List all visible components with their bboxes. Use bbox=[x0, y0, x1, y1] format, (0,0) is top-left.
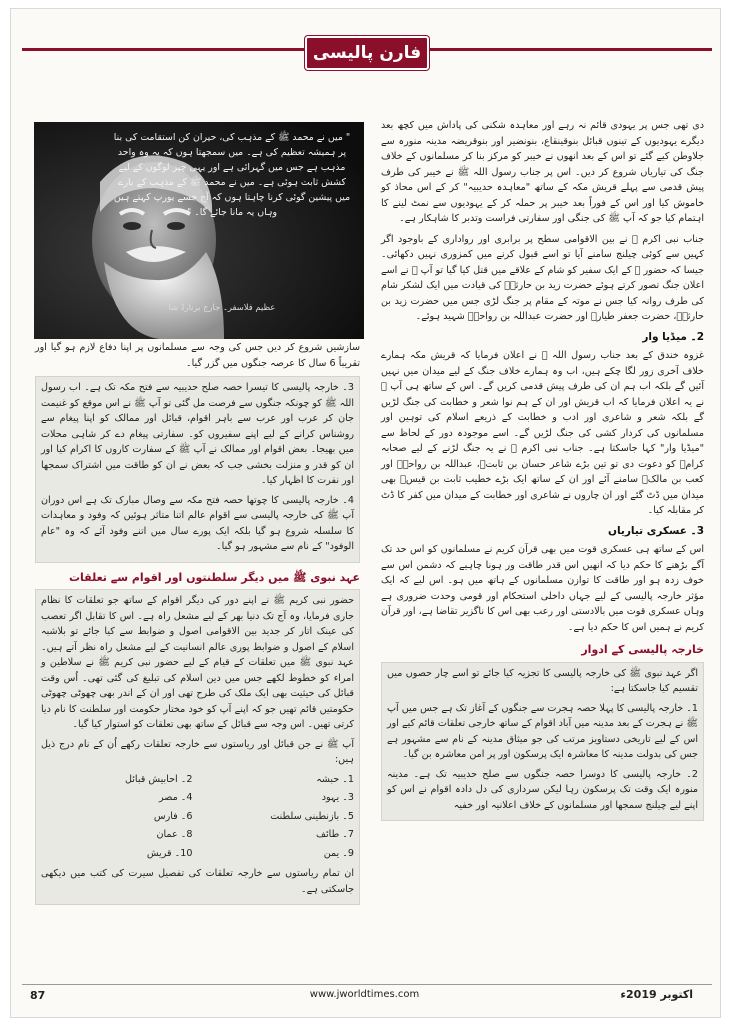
paragraph: 2۔ خارجہ پالیسی کا دوسرا حصہ جنگوں سے صلح حدیبیہ تک ہے۔ مدینہ منورہ ایک وقت تک پرسکون رہا لیکن سرداری کی دل دادہ اقوام نے اس کو اپنے لیے چیلنج سمجھا اور مسلمانوں کے خلاف اعلانیہ اور خفیہ bbox=[387, 768, 698, 811]
paragraph: حضور نبی کریم ﷺ نے اپنے دور کی دیگر اقوام کے ساتھ جو تعلقات کا نظام جاری فرمایا، وہ آج تک دنیا بھر کے لیے مشعل راہ ہے۔ اس کا تقابل اگر تعصب کی عینک اتار کر جدید بین الاقوامی اصول و ضوابط سے کیا جائے تو بلاشبہ اسلام کے اصول و ضوابط پوری عالم انسانیت کے لیے مشعل راہ نظر آتے ہیں۔ عہد نبوی ﷺ میں تعلقات کے قیام کے لیے حضور نبی کریم ﷺ نے سلاطین و امراء کو خطوط لکھے جس میں دین اسلام کی تبلیغ کی گئی تھی۔ اُس وقت قبائل کی حیثیت بھی ایک ملک کی طرح تھی اور ان کے اندر بھی چھوٹی چھوٹی حکومتیں قائم تھیں جو کہ اپنے آپ کو خود مختار حکومت اور سلطنت کا نام دیا کرتی تھیں۔ اس وجہ سے قبائل کے ساتھ بھی تعلقات کو استوار کیا گیا۔ bbox=[41, 595, 354, 730]
section-heading-relations: عہد نبوی ﷺ میں دیگر سلطنتوں اور اقوام سے تعلقات bbox=[68, 570, 360, 584]
list-item: 10۔ قریش bbox=[146, 847, 193, 859]
paragraph: دی تھی جس پر یہودی قائم نہ رہے اور معاہدہ شکنی کی پاداش میں کچھ بعد دیگرے یہودیوں کے تینوں قبائل بنوقینقاع، بنونضیر اور بنوقریضہ مدینہ منورہ سے جلاوطن کیے گئے تو اس کے بعد انھوں نے خیبر کو مرکز بنا کر مسلمانوں کے خلاف جنگ کی تیاریاں شروع کر دیں۔ اس پر جناب رسول اللہ ﷺ نے خیبر کی طرف پیش قدمی سے پہلے قریش مکہ کے ساتھ "معاہدہ حدیبیہ" کر کے اس محاذ کو خاموش کیا اور اس کے فوراً بعد خیبر پر حملہ کر کے یہودیوں سے نمٹ لینے کا اہتمام کیا جو کہ آپ ﷺ کی جنگی اور سفارتی فراست وتدبر کا شاہکار ہے۔ bbox=[381, 120, 704, 224]
paragraph: 1۔ خارجہ پالیسی کا پہلا حصہ ہجرت سے جنگوں کے آغاز تک ہے جس میں آپ ﷺ نے ہجرت کے بعد مدینہ میں آباد اقوام کے ساتھ خارجی تعلقات قائم کیے اور اس کے لیے تاریخی دستاویز مرتب کی جو میثاق مدینہ کے نام سے مشہور ہے جس کی بدولت مدینہ کا معاشرہ ایک پرسکون اور پر امن معاشرہ بن گیا۔ bbox=[387, 702, 698, 760]
quote-photo bbox=[34, 122, 364, 339]
list-item: 5۔ بازنطینی سلطنت bbox=[270, 810, 354, 822]
list-item: 8۔ عمان bbox=[156, 829, 193, 840]
list-item: 3۔ یہود bbox=[321, 792, 354, 803]
paragraph: 3۔ خارجہ پالیسی کا تیسرا حصہ صلح حدیبیہ سے فتح مکہ تک ہے۔ اب رسول اللہ ﷺ کو چونکہ جنگوں سے فرصت مل گئی تو آپ ﷺ نے اس موقع کو غنیمت جان کر عرب اور عرب سے باہر اقوام، قبائل اور ممالک کو اپنا پیغام سے روشناس کرانے کے لیے اپنے سفیروں کو۔ سفارتی پیغام دے کر شاہی محلات میں بھیجا۔ بعض اقوام اور ممالک نے آپ ﷺ کے سفارت کاروں کا اکرام کیا اور ان کو قدر و منزلت بخشی جب کہ بعض نے ان کو طاقت میں اشتراک سمجھا اور نفرت کا اظہار کیا۔ bbox=[41, 382, 354, 486]
issue-date: اکتوبر 2019ء bbox=[620, 988, 693, 1001]
quote-text: " میں نے محمد ﷺ کے مذہب کی، حیران کن استقامت کی بنا پر ہمیشہ تعظیم کی ہے۔ میں سمجھتا ہوں کہ یہ وہ واحد مذہب ہے جس میں گہرائی ہے اور یہی چیز لوگوں کے لیے کشش ثابت ہوئی ہے۔ میں نے محمد ﷺ کے مذہب کے بارے میں پیشین گوئی کرنا چاہتا ہوں کہ آج جسے یورپ کہتے ہیں وہاں یہ مانا جائے گا۔ " bbox=[113, 132, 351, 218]
list-item: 7۔ طائف bbox=[316, 829, 354, 840]
quote-attribution: عظیم فلاسفر۔ جارج برنارڈ شا bbox=[168, 302, 276, 312]
paragraph: ان تمام ریاستوں سے خارجہ تعلقات کی تفصیل سیرت کی کتب میں دیکھی جاسکتی ہے۔ bbox=[41, 868, 354, 895]
paragraph: جناب نبی اکرم ﷺ نے بین الاقوامی سطح پر برابری اور رواداری کے باوجود اگر کہیں سے کوئی چیلنج سامنے آیا تو اسے قبول کرنے میں کمزوری نہیں دکھائی۔ جیسا کہ حضور ﷺ کے ایک سفیر کو شام کے علاقے میں قتل کیا گیا تو آپ ﷺ نے اسے اعلان جنگ تصور کرتے ہوئے حضرت زید بن حارثہؓ کی قیادت میں ایک لشکر شام کی طرف روانہ کیا جس نے موتہ کے مقام پر جنگ لڑی جس میں حضرت زید بن حارثہؓ، حضرت جعفر طیارؓ اور حضرت عبداللہ بن رواحہؓ شہید ہوئے۔ bbox=[381, 233, 704, 322]
relations-list bbox=[41, 772, 354, 862]
paragraph: 4۔ خارجہ پالیسی کا چوتھا حصہ فتح مکہ سے وصال مبارک تک ہے اس دوران آپ ﷺ کی خارجہ پالیسی سے اقوام عالم اتنا متاثر ہوئیں کہ وفود و معاہدات کا سلسلہ شروع ہو گیا بلکہ ایک پورے سال میں اتنے وفود آئے کہ وہ "عام الوفود" کے نام سے مشہور ہو گیا۔ bbox=[41, 494, 354, 552]
footer-rule bbox=[22, 984, 712, 985]
list-item: 2۔ احابیش قبائل bbox=[125, 773, 193, 785]
highlight-box bbox=[381, 662, 704, 822]
subheading-military: 3۔ عسکری تیاریاں bbox=[608, 524, 704, 537]
left-column bbox=[35, 340, 360, 905]
right-column bbox=[381, 118, 704, 821]
list-item: 6۔ فارس bbox=[153, 810, 193, 822]
highlight-box bbox=[35, 589, 360, 905]
paragraph: سازشیں شروع کر دیں جس کی وجہ سے مسلمانوں پر اپنا دفاع لازم ہو گیا اور تقریباً 6 سال کا عرصہ جنگوں میں گزر گیا۔ bbox=[35, 342, 360, 369]
website-link[interactable]: www.jworldtimes.com bbox=[309, 989, 420, 1000]
list-item: 1۔ حبشہ bbox=[316, 773, 354, 785]
list-item: 9۔ یمن bbox=[323, 847, 354, 859]
highlight-box bbox=[35, 376, 360, 563]
subheading-media-war: 2۔ میڈیا وار bbox=[642, 330, 704, 343]
list-item: 4۔ مصر bbox=[158, 792, 193, 803]
section-heading-policy-eras: خارجہ پالیسی کے ادوار bbox=[581, 643, 704, 656]
paragraph: آپ ﷺ نے جن قبائل اور ریاستوں سے خارجہ تعلقات رکھے اُن کے نام درج ذیل ہیں: bbox=[41, 738, 354, 765]
paragraph: غزوہ خندق کے بعد جناب رسول اللہ ﷺ نے اعلان فرمایا کہ قریش مکہ ہمارے خلاف آخری زور لگا چکے ہیں، اب وہ ہمارے خلاف جنگ کے لیے میدان میں نہیں آئیں گے بلکہ اب ہم ان کی طرف پیش قدمی کریں گے۔ اس کے ساتھ ہی آپ ﷺ نے یہ اعلان فرمایا کہ اب قریش اور ان کے ہم نوا شعر و خطابت کی جنگ لڑیں گے بلکہ شعر و شاعری اور ادب و خطابت کے ذریعے اسلام کی توہین اور مسلمانوں کی کردار کشی کی جنگ لڑیں گے۔ اسے موجودہ دور کے لحاظ سے "میڈیا وار" کہا جاسکتا ہے۔ جناب نبی اکرم ﷺ نے یہ جنگ لڑنے کے لیے صحابہ کرامؓ کو دعوت دی تو تین بڑے شاعر حسان بن ثابتؓ، عبداللہ بن رواحہؓ اور کعب بن مالکؓ سامنے آئے اور ان کے ساتھ ایک بڑے خطیب ثابت بن قیسؓ بھی میدان میں ڈٹ گئے اور ان چاروں نے شاعری اور خطابت کے میدان میں کفر کا ڈٹ کر مقابلہ کیا۔ bbox=[381, 350, 704, 516]
page-number: 87 bbox=[30, 989, 46, 1002]
paragraph: اگر عہد نبوی ﷺ کی خارجہ پالیسی کا تجزیہ کیا جائے تو اسے چار حصوں میں تقسیم کیا جاسکتا ہے: bbox=[387, 667, 698, 694]
paragraph: اس کے ساتھ ہی عسکری قوت میں بھی قرآن کریم نے مسلمانوں کو اس حد تک آگے بڑھنے کا حکم دیا کہ انھیں اس قدر طاقت ور ہونا چاہیے کہ دشمن اس سے خوف زدہ ہو اور طاقت کا توازن مسلمانوں کے ہاتھ میں ہو۔ اس لیے کہ ایک مؤثر خارجہ پالیسی کے لیے جہاں داخلی استحکام اور قومی وحدت ضروری ہے وہاں عسکری قوت میں بالادستی اور رعب بھی اس کا ناگزیر تقاضا ہے، اور قرآن کریم نے ہمیں اس کا حکم دیا ہے۔ bbox=[381, 544, 704, 633]
section-title-tab: فارن پالیسی bbox=[305, 36, 429, 70]
